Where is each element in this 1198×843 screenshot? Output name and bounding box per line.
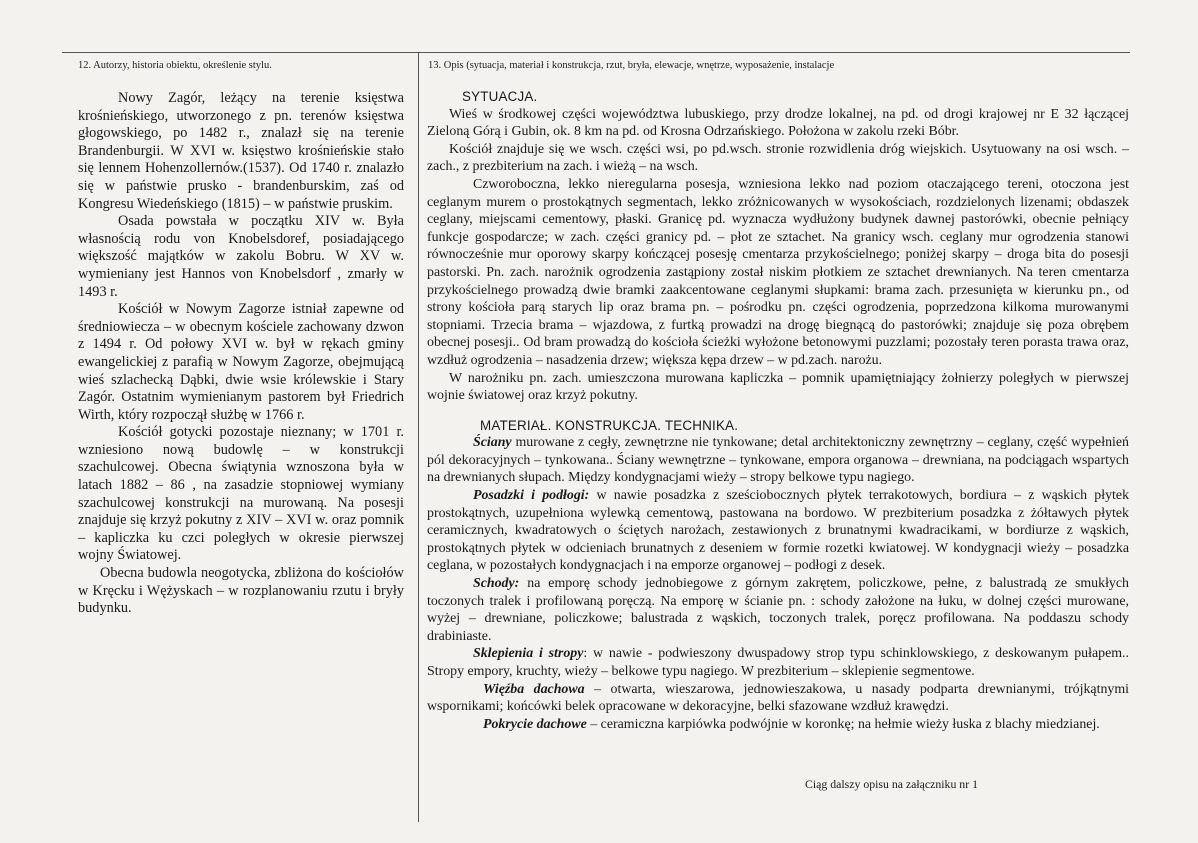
floors-paragraph	[427, 487, 1129, 575]
situation-paragraph-2: Kościół znajduje się we wsch. części wsi, po pd.wsch. stronie rozwidlenia dróg wiejskich. Usytuowany na osi wsch. – zach., z prezbiterium na zach. i wieżą – na wsch.	[427, 141, 1129, 175]
section-12-header: 12. Autorzy, historia obiektu, określenie stylu.	[78, 60, 272, 71]
top-rule	[62, 52, 1130, 53]
description-column	[427, 88, 1129, 733]
roofing-paragraph	[427, 716, 1129, 734]
history-paragraph-4: Kościół gotycki pozostaje nieznany; w 1701 r. wzniesiono nową budowlę – w konstrukcji szachulcowej. Obecna świątynia wznoszona była w latach 1882 – 86 , na zasadzie stopniowej wymiany szachulcowej konstrukcji na murowaną. Na posesji znajduje się krzyż pokutny z XIV – XVI w. oraz pomnik – kapliczka ku czci poległych w okresie pierwszej wojny Światowej.	[78, 424, 404, 564]
roof-truss-text: – otwarta, wieszarowa, jednowieszakowa, u nasady podparta drewnianymi, trójkątnymi wspornikami; końcówki belek opracowane w dekoracyjne, belki sfazowane wzdłuż krawędzi.	[427, 681, 1129, 715]
walls-paragraph	[427, 434, 1129, 487]
section-title-situation: SYTUACJA.	[462, 89, 538, 104]
history-paragraph-1: Nowy Zagór, leżący na terenie księstwa krośnieńskiego, utworzonego z pn. terenów księstwa głogowskiego, po 1482 r., znalazł się na terenie Brandenburgii. W XVI w. księstwo krośnieńskie stało się lennem Hohenzollernów.(1537). Od 1740 r. znalazło się w państwie prusko - brandenburskim, zaś od Kongresu Wiedeńskiego (1815) – w państwie pruskim.	[78, 90, 404, 212]
stairs-lead: Schody:	[473, 576, 520, 592]
situation-paragraph-1: Wieś w środkowej części województwa lubuskiego, przy drodze lokalnej, na pd. od drogi krajowej nr E 32 łączącej Zieloną Górą i Gubin, ok. 8 km na pd. od Krosna Odrzańskiego. Położona w zakolu rzeki Bóbr.	[427, 106, 1129, 140]
roof-truss-lead: Więźba dachowa	[483, 681, 585, 697]
stairs-paragraph	[427, 575, 1129, 645]
column-divider	[418, 52, 419, 822]
continuation-note: Ciąg dalszy opisu na załączniku nr 1	[805, 777, 978, 791]
roofing-text: – ceramiczna karpiówka podwójnie w koronkę; na hełmie wieży łuska z blachy miedzianej.	[586, 716, 1100, 732]
vaults-lead: Sklepienia i stropy	[473, 646, 584, 662]
floors-lead: Posadzki i podłogi:	[473, 488, 590, 504]
situation-paragraph-4: W narożniku pn. zach. umieszczona murowana kapliczka – pomnik upamiętniający żołnierzy poległych w pierwszej wojnie światowej oraz krzyż pokutny.	[427, 370, 1129, 404]
roof-truss-paragraph	[427, 681, 1129, 716]
history-paragraph-3: Kościół w Nowym Zagorze istniał zapewne od średniowiecza – w obecnym kościele zachowany dzwon z 1494 r. Od połowy XVI w. był w rękach gminy ewangelickiej z parafią w Nowym Zagorze, obejmującą wieś szlachecką Dąbki, dwie wsie królewskie i Stary Zagór. Ostatnim wymienianym pastorem był Friedrich Wirth, który rozpoczął służbę w 1766 r.	[78, 301, 404, 423]
walls-text: murowane z cegły, zewnętrzne nie tynkowane; detal architektoniczny zewnętrzny – ceglany, część wypełnień pól dekoracyjnych – tynkowana.. Ściany wewnętrzne – tynkowane, empora organowa – drewniana, na podciągach wspartych na drewnianych słupach. Między kondygnacjami wieży – stropy belkowe typu nagiego.	[427, 435, 1129, 486]
section-13-header: 13. Opis (sytuacja, materiał i konstrukcja, rzut, bryła, elewacje, wnętrze, wyposażenie, instalacje	[428, 60, 835, 71]
walls-lead: Ściany	[473, 435, 512, 451]
section-title-material: MATERIAŁ. KONSTRUKCJA. TECHNIKA.	[480, 417, 739, 433]
roofing-lead: Pokrycie dachowe	[483, 716, 587, 732]
vaults-paragraph	[427, 645, 1129, 680]
history-paragraph-5: Obecna budowla neogotycka, zbliżona do kościołów w Kręcku i Wężyskach – w rozplanowaniu rzutu i bryły budynku.	[78, 565, 404, 617]
vaults-text: : w nawie - podwieszony dwuspadowy strop typu schinklowskiego, z deskowanym pułapem.. Stropy empory, kruchty, wieży – belkowe typu nagiego. W prezbiterium – sklepienie segmentowe.	[427, 646, 1130, 679]
history-paragraph-2: Osada powstała w początku XIV w. Była własnością rodu von Knobelsdoref, posiadającego większość majątków w zakolu Bobru. W XV w. wymieniany jest Hannos von Knobelsdorf , zmarły w 1493 r.	[78, 213, 404, 300]
history-column	[78, 90, 404, 618]
situation-paragraph-3: Czworoboczna, lekko nieregularna posesja, wzniesiona lekko nad poziom otaczającego tereni, otoczona jest ceglanym murem o prostokątnych segmentach, lekko zróżnicowanych w wysokościach, rozdzielonych lizenami; obdaszek ceglany, miejscami cementowy, płaski. Granicę pd. wyznacza wydłużony budynek dawnej pastorówki, obecnie pełniący funkcje gospodarcze; w zach. części granicy pd. – płot ze sztachet. Na granicy wsch. ceglany mur ogrodzenia stanowi równocześnie mur oporowy skarpy kończącej posesję cmentarza przykościelnego; poniżej skarpy – droga bita do posesji pastorski. Pn. zach. narożnik ogrodzenia zastąpiony został niskim płotkiem ze sztachet drewnianych. Na teren cmentarza przykościelnego prowadzą dwie bramki zaakcentowane ceglanymi słupkami: brama zach. przesunięta w kierunku pn., od strony kościoła parą starych lip oraz brama pn. – pośrodku pn. części ogrodzenia, poprzedzona kilkoma murowanymi stopniami. Trzecia brama – wjazdowa, z furtką prowadzi na drogę biegnącą do pastorówki; znajduje się poza obrębem obecnej posesji.. Od bram prowadzą do kościoła ścieżki wyłożone betonowymi puzzlami; pozostały teren porasta trawa oraz, wzdłuż ogrodzenia – nasadzenia drzew; większa kępa drzew – w pd.zach. narożu.	[427, 176, 1129, 368]
floors-text: w nawie posadzka z sześciobocznych płytek terrakotowych, bordiura – z wąskich płytek prostokątnych, uzupełniona wylewką cementową, pastowana na bordowo. W prezbiterium posadzka z żółtawych płytek ceramicznych, kwadratowych o ściętych narożach, zestawionych z brunatnymi kwadracikami, w bordiurze z wąskich, prostokątnych płytek w odcieniach brunatnych z deseniem w formie rozetki kwiatowej. W kondygnacji wieży – posadzka ceglana, w pozostałych kondygnacjach i na emporze organowej – podłogi z desek.	[427, 488, 1130, 574]
stairs-text: na emporę schody jednobiegowe z górnym zakrętem, policzkowe, pełne, z balustradą ze smukłych toczonych tralek i profilowaną poręczą. Na emporę w ścianie pn. : schody założone na łuku, w dolnej części murowane, wyżej – drewniane, policzkowe; balustrada z wąskich, toczonych tralek, poręcz profilowana. Na poddaszu schody drabiniaste.	[427, 576, 1129, 644]
